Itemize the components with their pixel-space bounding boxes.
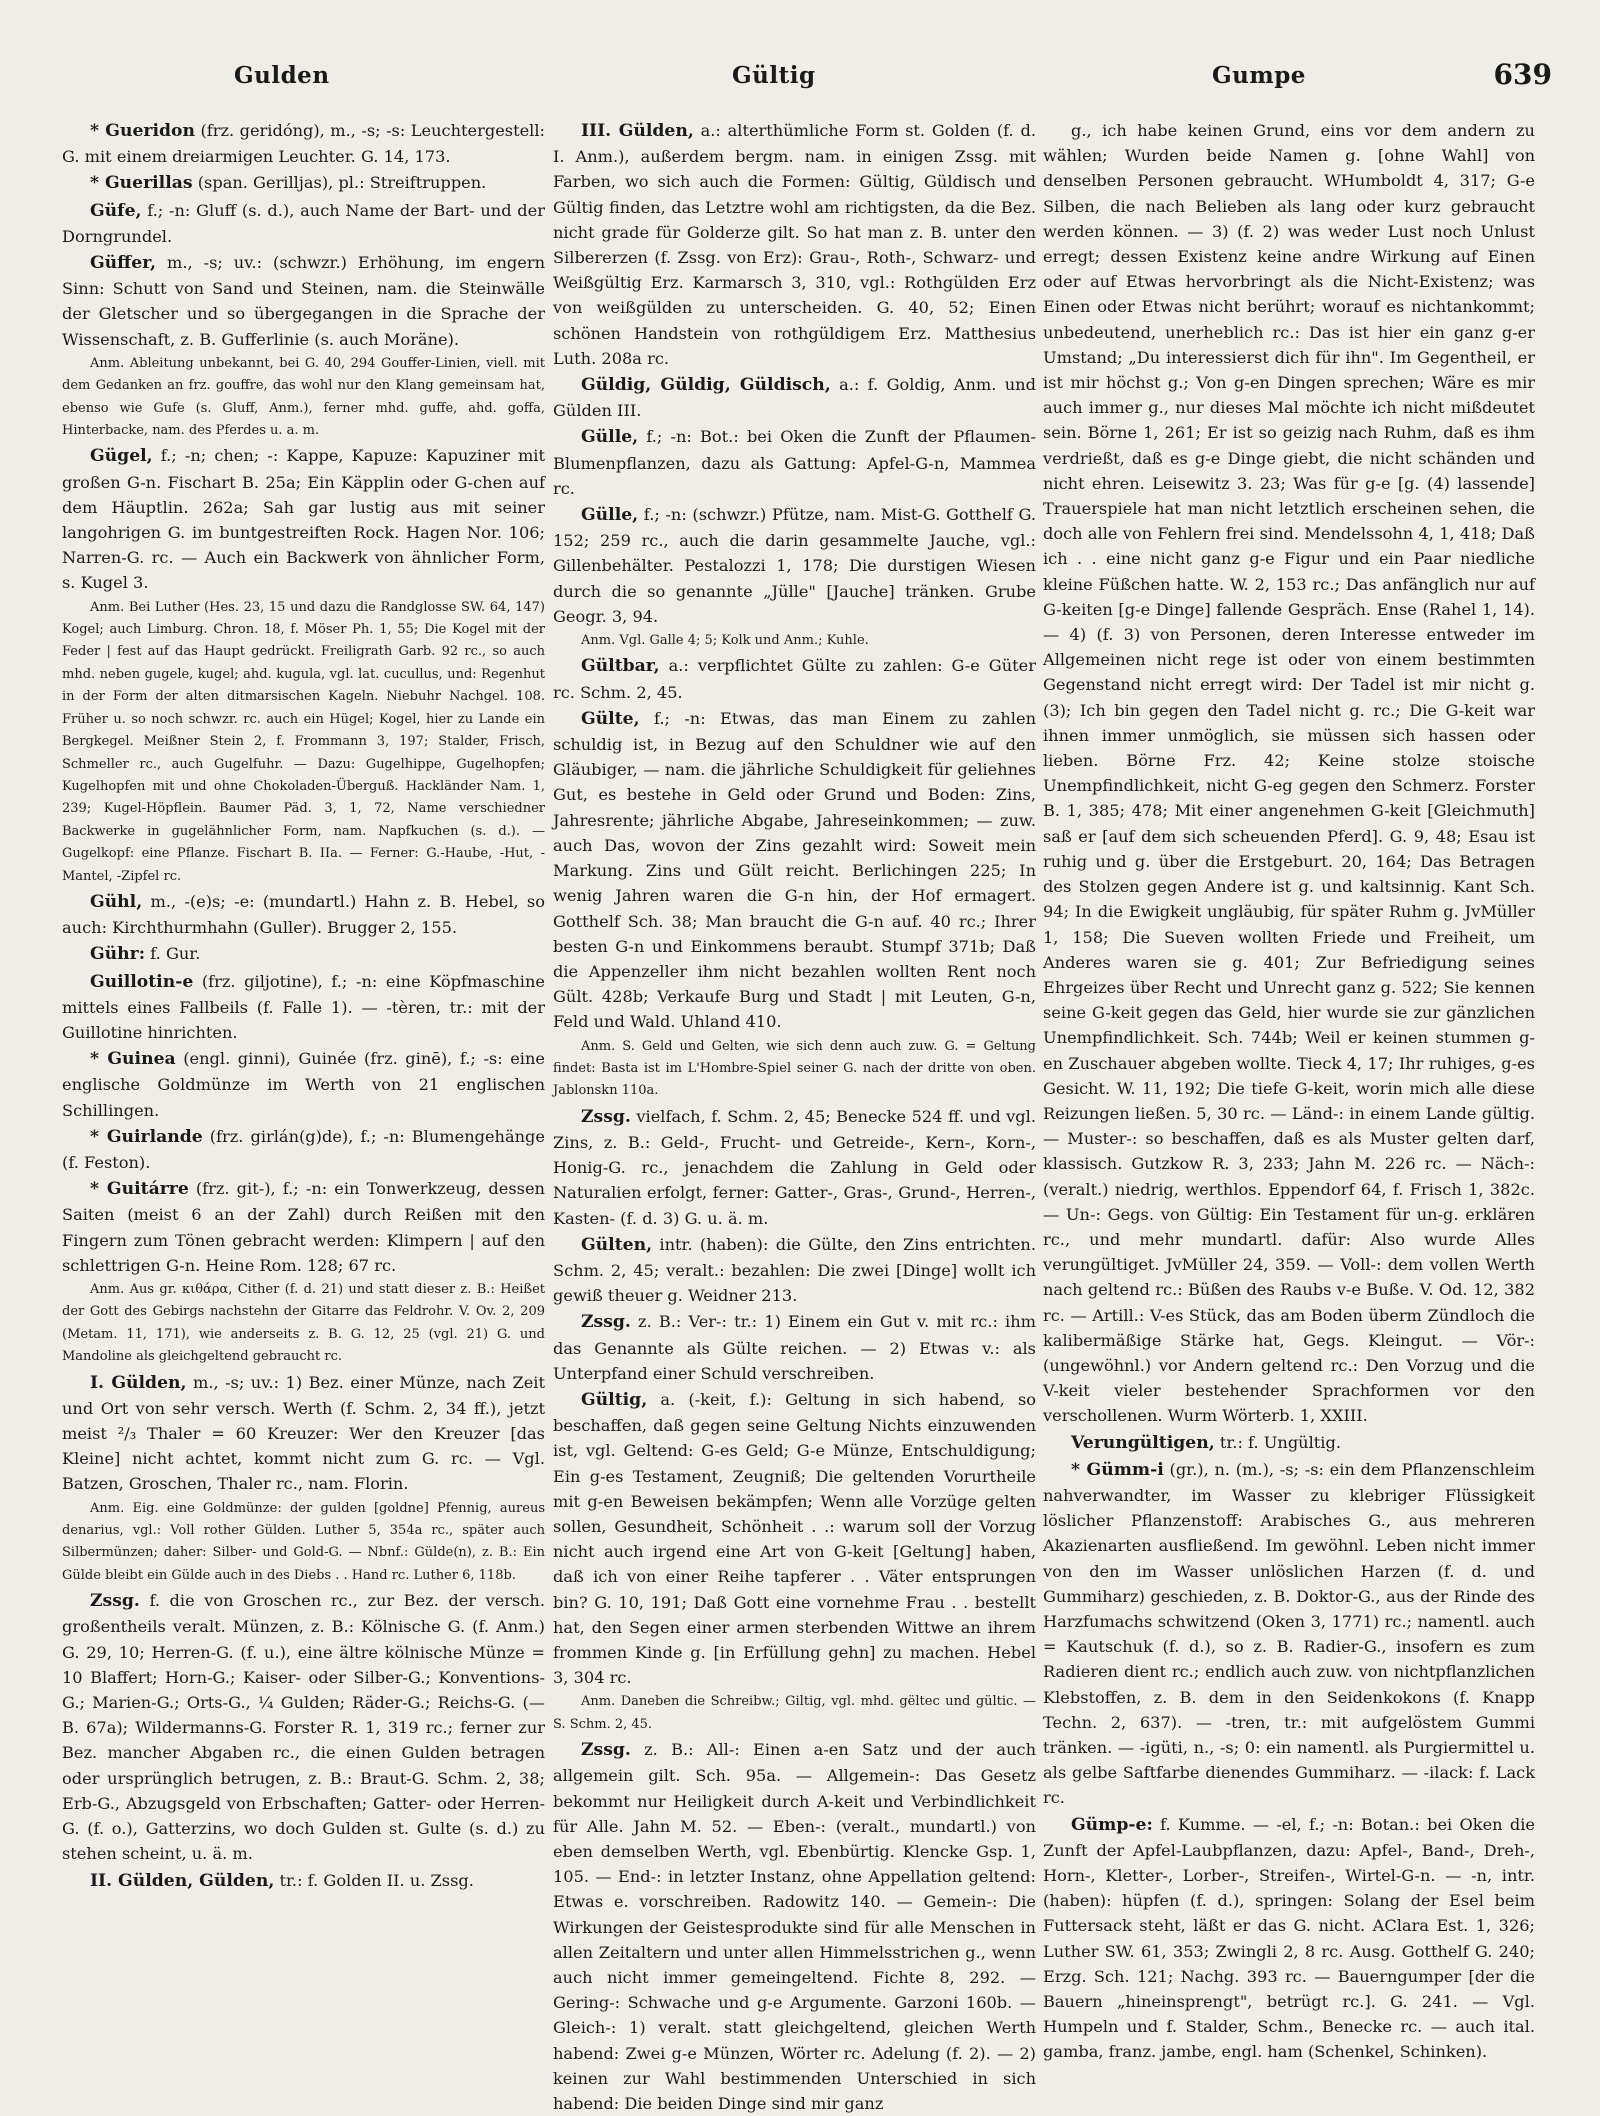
dictionary-entry xyxy=(62,170,545,196)
dictionary-entry xyxy=(1043,1430,1535,1456)
dictionary-entry xyxy=(1043,1812,1535,2065)
entry-lemma: Gügel, xyxy=(90,446,153,467)
dictionary-entry xyxy=(62,1868,545,1894)
entry-text: m., -s; uv.: (schwzr.) Erhöhung, im engern Sinn: Schutt von Sand und Steinen, nam. die Steinwälle der Gletscher und so übergegangen in die Sprache der Wissenschaft, z. B. Gufferlinie (s. auch Moräne). xyxy=(62,253,545,349)
entry-text: Anm. S. Geld und Gelten, wie sich denn auch zuw. G. = Geltung findet: Basta ist im L'Hombre-Spiel seiner G. nach der dritte von oben. Jablonskn 110a. xyxy=(553,1038,1036,1099)
entry-text: Anm. Eig. eine Goldmünze: der gulden [goldne] Pfennig, aureus denarius, vgl.: Voll rother Gülden. Luther 5, 354a rc., später auch Silbermünzen; daher: Silber- und Gold-G. — Nbnf.: Gülde(n), z. B.: Ein Gülde bleibt ein Gülde auch in des Diebs . . Hand rc. Luther 6, 118b. xyxy=(62,1500,545,1583)
entry-lemma: Gümp-e: xyxy=(1071,1814,1153,1835)
entry-text: g., ich habe keinen Grund, eins vor dem andern zu wählen; Wurden beide Namen g. [ohne Wahl] von denselben Personen gebraucht. WHumboldt 4, 317; G-e Silben, die nach Belieben als lang oder kurz gebraucht werden können. — 3) (f. 2) was weder Lust noch Unlust erregt; dessen Existenz keine andre Wirkung auf Einen oder auf Etwas hervorbringt als die Nicht-Existenz; was Einen oder Etwas nicht berührt; worauf es nichtankommt; unbedeutend, unerheblich rc.: Das ist hier ein ganz g-er Umstand; „Du interessierst dich für ihn". Im Gegentheil, er ist mir höchst g.; Von g-en Dingen sprechen; Wäre es mir auch immer g., nur dieses Mal möchte ich nicht mißdeutet sein. Börne 1, 261; Er ist so geizig nach Ruhm, daß es ihm verdrießt, daß es g-e Dinge giebt, die nicht schänden und nicht ehren. Leisewitz 3. 23; Was für g-e [g. (4) lassende] Trauerspiele hat man nicht letztlich erscheinen sehen, die doch alle von Fehlern frei sind. Mendelssohn 4, 1, 418; Daß ich . . eine nicht ganz g-e Figur und ein Paar niedliche kleine Füßchen hatte. W. 2, 153 rc.; Das anfänglich nur auf G-keiten [g-e Dinge] fallende Gespräch. Ense (Rahel 1, 14). — 4) (f. 3) von Personen, deren Interesse entweder im Allgemeinen nicht rege ist oder von einem bestimmten Gegenstand nicht erregt wird: Der Tadel ist mir nicht g. (3); Ich bin gegen den Tadel nicht g. rc.; Die G-keit war ihnen immer unmöglich, sie müssen sich hassen oder lieben. Börne Frz. 42; Keine stolze stoische Unempfindlichkeit, nicht G-eg gegen den Schmerz. Forster B. 1, 385; 478; Mit einer angenehmen G-keit [Gleichmuth] saß er [auf dem sich scheuenden Pferd]. G. 9, 48; Esau ist ruhig und g. über die Erstgeburt. 20, 164; Das Betragen des Stolzen gegen Andere ist g. und kaltsinnig. Kant Sch. 94; In die Ewigkeit ungläubig, für später Ruhm g. JvMüller 1, 158; Die Sueven wollten Friede und Freiheit, um Anderes waren sie g. 401; Zur Befriedigung seines Ehrgeizes über Recht und Unrecht ganz g. 522; Sie kennen seine G-keit gegen das Geld, hier wurde sie zur gänzlichen Unempfindlichkeit. Sch. 744b; Weil er keinen stummen g-en Zuschauer abgeben wollte. Tieck 4, 17; Ihr ruhiges, g-es Gesicht. W. 11, 192; Die tiefe G-keit, worin mich alle diese Reizungen ließen. 5, 30 rc. — Länd-: in einem Lande gültig. — Muster-: so beschaffen, daß es als Muster gelten darf, klassisch. Gutzkow R. 3, 233; Jahn M. 226 rc. — Näch-: (veralt.) niedrig, werthlos. Eppendorf 64, f. Frisch 1, 382c. — Un-: Gegs. von Gültig: Ein Testament für un-g. erklären rc., und mehr mundartl. dafür: Also wurde Alles verungültiget. JvMüller 24, 359. — Voll-: dem vollen Werth nach geltend rc.: Büßen des Raubs v-e Buße. V. Od. 12, 382 rc. — Artill.: V-es Stück, das am Boden überm Zündloch die kalibermäßige Stärke hat, Gegs. Kleingut. — Vör-: (ungewöhnl.) vor Andern geltend rc.: Den Vorzug und die V-keit vieler bestehender Sprachformen vor den verschollenen. Wurm Wörterb. 1, XXIII. xyxy=(1043,121,1535,1426)
entry-lemma: Guillotin-e xyxy=(90,971,194,992)
entry-text: Anm. Aus gr. κιθάρα, Cither (f. d. 21) und statt dieser z. B.: Heißet der Gott des Gebirgs nachstehn der Gitarre das Feldrohr. V. Ov. 2, 209 (Metam. 11, 171), wie anderseits z. B. G. 12, 25 (vgl. 21) G. und Mandoline als gleichgeltend gebraucht rc. xyxy=(62,1282,545,1365)
dictionary-entry xyxy=(553,1737,1036,2116)
entry-text: (frz. geridóng), m., -s; -s: Leuchtergestell: G. mit einem dreiarmigen Leuchter. G. 14, 173. xyxy=(62,121,545,167)
dictionary-entry xyxy=(62,889,545,940)
dictionary-entry xyxy=(62,250,545,352)
entry-lemma: * Guirlande xyxy=(90,1126,203,1147)
entry-lemma: Gülten, xyxy=(581,1234,653,1255)
entry-lemma: Gühl, xyxy=(90,891,143,912)
entry-text: a. (-keit, f.): Geltung in sich habend, so beschaffen, daß gegen seine Geltung Nichts einzuwenden ist, vgl. Geltend: G-es Geld; G-e Münze, Entschuldigung; Ein g-es Testament, Zeugniß; Die geltenden Vorurtheile mit g-en Beweisen bekämpfen; Wenn alle Vorzüge gelten sollen, Gesundheit, Schönheit . .: warum soll der Vorzug nicht auch irgend eine Art von G-keit [Geltung] haben, daß ich von einer Reihe tapferer . . Väter entsprungen bin? G. 10, 191; Daß Gott eine vornehme Frau . . bestellt hat, den Segen einer armen sterbenden Wittwe an ihrem frommen Kinde g. [in Erfüllung gehn] zu machen. Hebel 3, 304 rc. xyxy=(553,1389,1036,1688)
entry-text: f.; -n: Bot.: bei Oken die Zunft der Pflaumen-Blumenpflanzen, dazu als Gattung: Apfel-G-n, Mammea rc. xyxy=(553,427,1036,498)
dictionary-entry xyxy=(1043,118,1535,1429)
dictionary-entry xyxy=(553,1691,1036,1736)
entry-lemma: Verungültigen, xyxy=(1071,1432,1215,1453)
entry-lemma: Gühr: xyxy=(90,944,146,965)
entry-text: (frz. giljotine), f.; -n: eine Köpfmaschine mittels eines Fallbeils (f. Falle 1). — -tèren, tr.: mit der Guillotine hinrichten. xyxy=(62,971,545,1042)
entry-text: Anm. Daneben die Schreibw.; Giltig, vgl. mhd. gëltec und gültic. — S. Schm. 2, 45. xyxy=(553,1694,1036,1732)
dictionary-entry xyxy=(62,1370,545,1497)
entry-lemma: * Guerillas xyxy=(90,173,193,194)
entry-lemma: Gülte, xyxy=(581,708,640,729)
entry-text: tr.: f. Golden II. u. Zssg. xyxy=(279,1870,474,1890)
dictionary-entry xyxy=(553,118,1036,371)
entry-text: f.; -n; chen; -: Kappe, Kapuze: Kapuziner mit großen G-n. Fischart B. 25a; Ein Käpplin oder G-chen auf dem Häuptlin. 262a; Sah gar lustig aus mit seiner langohrigen G. im buntgestreiften Rock. Hagen Nor. 106; Narren-G. rc. — Auch ein Backwerk von ähnlicher Form, s. Kugel 3. xyxy=(62,446,545,593)
text-column-3 xyxy=(1043,118,1535,2062)
entry-lemma: * Gueridon xyxy=(90,121,195,141)
dictionary-entry xyxy=(553,502,1036,629)
entry-lemma: Gültig, xyxy=(581,1389,648,1410)
entry-text: a.: verpflichtet Gülte zu zahlen: G-e Güter rc. Schm. 2, 45. xyxy=(553,656,1036,702)
dictionary-entry xyxy=(62,1279,545,1369)
dictionary-entry xyxy=(62,1588,545,1866)
dictionary-entry xyxy=(1043,1457,1535,1811)
header-center-keyword: Gültig xyxy=(732,62,816,89)
text-column-2 xyxy=(553,118,1037,2114)
dictionary-entry xyxy=(62,198,545,249)
entry-text: tr.: f. Ungültig. xyxy=(1219,1432,1341,1452)
page-number: 639 xyxy=(1493,58,1552,91)
dictionary-entry xyxy=(553,1387,1036,1690)
header-right-keyword: Gumpe xyxy=(1212,62,1306,89)
entry-text: Anm. Bei Luther (Hes. 23, 15 und dazu die Randglosse SW. 64, 147) Kogel; auch Limburg. Chron. 18, f. Möser Ph. 1, 55; Die Kogel mit der Feder | fest auf das Haupt gedrückt. Freiligrath Garb. 92 rc., so auch mhd. neben gugele, kugel; ahd. kugula, vgl. lat. cucullus, und: Regenhut in der Form der alten ditmarsischen Kageln. Niebuhr Nachgel. 108. Früher u. so noch schwzr. rc. auch ein Hügel; Kogel, hier zu Lande ein Bergkegel. Meißner Stein 2, f. Frommann 3, 197; Stalder, Frisch, Schmeller rc., auch Gugelfuhr. — Dazu: Gugelhippe, Gugelhopfen; Kugelhopfen mit und ohne Chokoladen-Überguß. Hackländer Nam. 1, 239; Kugel-Höpflein. Baumer Päd. 3, 1, 72, Name verschiedner Backwerke in gugelähnlicher Form, nam. Napfkuchen (s. d.). — Gugelkopf: eine Pflanze. Fischart B. IIa. — Ferner: G.-Haube, -Hut, -Mantel, -Zipfel rc. xyxy=(62,599,545,884)
dictionary-entry xyxy=(553,706,1036,1035)
dictionary-entry xyxy=(553,372,1036,423)
dictionary-entry xyxy=(62,443,545,595)
dictionary-entry xyxy=(62,1046,545,1123)
entry-lemma: Güldig, Güldig, Güldisch, xyxy=(581,375,831,396)
dictionary-entry xyxy=(62,118,545,169)
entry-lemma: III. Gülden, xyxy=(581,121,694,141)
dictionary-entry xyxy=(62,1176,545,1278)
entry-lemma: * Gümm-i xyxy=(1071,1459,1164,1480)
dictionary-entry xyxy=(62,597,545,888)
entry-text: (engl. ginni), Guinée (frz. ginē), f.; -s: eine englische Goldmünze im Werth von 21 englischen Schillingen. xyxy=(62,1049,545,1120)
entry-text: (gr.), n. (m.), -s; -s: ein dem Pflanzenschleim nahverwandter, im Wasser zu klebriger Flüssigkeit löslicher Pflanzenstoff: Arabisches G., aus mehreren Akazienarten ausfließend. Im gewöhnl. Leben nicht immer von den im Wasser unlöslichen Harzen (f. d. und Gummiharz) geschieden, z. B. Doktor-G., aus der Rinde des Harzfumachs schwitzend (Oken 3, 1771) rc.; namentl. auch = Kautschuk (f. d.), so z. B. Radier-G., insofern es zum Radieren dient rc.; endlich auch zuw. von nichtpflanzlichen Klebstoffen, z. B. dem in den Seidenkokons (f. Knapp Techn. 2, 637). — -tren, tr.: mit aufgelöstem Gummi tränken. — -igüti, n., -s; 0: ein namentl. als Purgiermittel u. als gelbe Saftfarbe dienendes Gummiharz. — -ilack: f. Lack rc. xyxy=(1043,1459,1535,1808)
entry-lemma: Gültbar, xyxy=(581,656,660,677)
entry-lemma: Güfe, xyxy=(90,200,142,221)
dictionary-entry xyxy=(62,941,545,967)
entry-text: Anm. Vgl. Galle 4; 5; Kolk und Anm.; Kuhle. xyxy=(581,633,869,649)
dictionary-entry xyxy=(62,1124,545,1175)
entry-lemma: Güffer, xyxy=(90,253,157,274)
entry-text: (span. Gerilljas), pl.: Streiftruppen. xyxy=(197,173,487,193)
entry-lemma: Gülle, xyxy=(581,505,639,526)
running-header xyxy=(52,58,1552,98)
dictionary-entry xyxy=(553,630,1036,652)
dictionary-entry xyxy=(553,1309,1036,1386)
entry-text: f. Kumme. — -el, f.; -n: Botan.: bei Oken die Zunft der Apfel-Laubpflanzen, dazu: Apfel-, Band-, Dreh-, Horn-, Kletter-, Lorber-, Streifen-, Wirtel-G-n. — -n, intr. (haben): hüpfen (f. d.), springen: Solang der Esel beim Futtersack steht, läßt er das G. nicht. AClara Est. 1, 326; Luther SW. 61, 353; Zwingli 2, 8 rc. Ausg. Gotthelf G. 240; Erzg. Sch. 121; Nachg. 393 rc. — Bauerngumper [der die Bauern „hineinsprengt", betrügt rc.]. G. 241. — Vgl. Humpeln und f. Stalder, Schm., Benecke rc. — auch ital. gamba, franz. jambe, engl. ham (Schenkel, Schinken). xyxy=(1043,1814,1535,2062)
entry-text: (frz. girlán(g)de), f.; -n: Blumengehänge (f. Feston). xyxy=(62,1126,545,1172)
dictionary-entry xyxy=(553,424,1036,501)
entry-text: f.; -n: Gluff (s. d.), auch Name der Bart- und der Dorngrundel. xyxy=(62,200,545,246)
entry-lemma: Zssg. xyxy=(581,1106,631,1127)
entry-text: a.: alterthümliche Form st. Golden (f. d. I. Anm.), außerdem bergm. nam. in einigen Zssg. mit Farben, wo sich auch die Formen: Gültig, Güldisch und Gültig finden, das Letztre wohl am richtigsten, da die Bez. nicht grade für Golderze gilt. So hat man z. B. unter den Silbererzen (f. Zssg. von Erz): Grau-, Roth-, Schwarz- und Weißgültig Erz. Karmarsch 3, 310, vgl.: Rothgülden Erz von weißgülden zu unterscheiden. G. 40, 52; Einen schönen Handstein von rothgüldigem Erz. Matthesius Luth. 208a rc. xyxy=(553,121,1036,368)
entry-lemma: * Guinea xyxy=(90,1049,176,1070)
header-left-keyword: Gulden xyxy=(234,62,330,89)
entry-text: z. B.: All-: Einen a-en Satz und der auch allgemein gilt. Sch. 95a. — Allgemein-: Das Gesetz bekommt nur Heiligkeit durch A-keit und Verbindlichkeit für Alle. Jahn M. 52. — Eben-: (veralt., mundartl.) von eben demselben Werth, vgl. Ebenbürtig. Klencke Gsp. 1, 105. — End-: in letzter Instanz, ohne Appellation geltend: Etwas e. vorschreiben. Radowitz 140. — Gemein-: Die Wirkungen der Geistesprodukte sind für alle Menschen in allen Zeitaltern und unter allen Himmelsstrichen g., wenn auch nicht immer gemeingeltend. Fichte 8, 292. — Gering-: Schwache und g-e Argumente. Garzoni 160b. — Gleich-: 1) veralt. statt gleichgeltend, gleichen Werth habend: Zwei g-e Münzen, Wörter rc. Adelung (f. 2). — 2) keinen zur Wahl bestimmenden Unterschied in sich habend: Die beiden Dinge sind mir ganz xyxy=(553,1740,1036,2114)
entry-text: f.; -n: Etwas, das man Einem zu zahlen schuldig ist, in Bezug auf den Schuldner wie auf den Gläubiger, — nam. die jährliche Schuldigkeit für geliehnes Gut, es bestehe in Geld oder Grund und Boden: Zins, Jahresrente; jährliche Abgabe, Jahreseinkommen; — zuw. auch Das, wovon der Zins gezahlt wird: Soweit mein Markung. Zins und Gült reicht. Berlichingen 225; In wenig Jahren waren die G-n hin, der Hof ermagert. Gotthelf Sch. 38; Man braucht die G-n auf. 40 rc.; Ihrer besten G-n und Einkommens beraubt. Stumpf 371b; Daß die Appenzeller ihm nicht bezahlen wollten Rent noch Gült. 428b; Verkaufe Burg und Stadt | mit Leuten, G-n, Feld und Wald. Uhland 410. xyxy=(553,708,1036,1032)
entry-lemma: Zssg. xyxy=(581,1312,631,1333)
entry-text: a.: f. Goldig, Anm. und Gülden III. xyxy=(553,375,1036,421)
entry-lemma: Gülle, xyxy=(581,427,639,448)
entry-text: m., -(e)s; -e: (mundartl.) Hahn z. B. Hebel, so auch: Kirchthurmhahn (Guller). Brugger 2, 155. xyxy=(62,891,545,938)
dictionary-entry xyxy=(62,1498,545,1588)
entry-text: f. die von Groschen rc., zur Bez. der versch. großentheils veralt. Münzen, z. B.: Kölnische G. (f. Anm.) G. 29, 10; Herren-G. (f. u.), eine ältre kölnische Münze = 10 Blaffert; Horn-G.; Kaiser- oder Silber-G.; Konventions-G.; Marien-G.; Orts-G., ¼ Gulden; Räder-G.; Reichs-G. (— B. 67a); Wildermanns-G. Forster R. 1, 319 rc.; ferner zur Bez. mancher Abgaben rc., die einen Gulden betragen oder ursprünglich betrugen, z. B.: Braut-G. Schm. 2, 38; Erb-G., Abzugsgeld von Erbschaften; Gatter- oder Herren-G. (f. o.), Gatterzins, wo doch Gulden st. Gulte (s. d.) zu stehen scheint, u. ä. m. xyxy=(62,1591,545,1864)
entry-text: f.; -n: (schwzr.) Pfütze, nam. Mist-G. Gotthelf G. 152; 259 rc., auch die darin gesammelte Jauche, vgl.: Gillenbehälter. Pestalozzi 1, 178; Die durstigen Wiesen durch die so genannte „Jülle" [Jauche] tränken. Grube Geogr. 3, 94. xyxy=(553,505,1036,626)
dictionary-entry xyxy=(553,1104,1036,1231)
entry-text: f. Gur. xyxy=(150,944,201,964)
entry-lemma: I. Gülden, xyxy=(90,1372,187,1393)
entry-text: vielfach, f. Schm. 2, 45; Benecke 524 ff. und vgl. Zins, z. B.: Geld-, Frucht- und Getreide-, Kern-, Korn-, Honig-G. rc., jenachdem die Zahlung in Geld oder Naturalien erfolgt, ferner: Gatter-, Gras-, Grund-, Herren-, Kasten- (f. d. 3) G. u. ä. m. xyxy=(553,1106,1036,1228)
entry-text: z. B.: Ver-: tr.: 1) Einem ein Gut v. mit rc.: ihm das Genannte als Gülte reichen. — 2) Etwas v.: als Unterpfand einer Schuld verschreiben. xyxy=(553,1312,1036,1383)
entry-lemma: II. Gülden, Gülden, xyxy=(90,1870,275,1891)
dictionary-entry xyxy=(553,1232,1036,1309)
dictionary-entry xyxy=(62,353,545,443)
dictionary-entry xyxy=(553,653,1036,704)
entry-lemma: Zssg. xyxy=(581,1740,631,1761)
entry-text: Anm. Ableitung unbekannt, bei G. 40, 294 Gouffer-Linien, viell. mit dem Gedanken an frz. gouffre, das wohl nur den Klang gemeinsam hat, ebenso wie Gufe (s. Gluff, Anm.), ferner mhd. guffe, ahd. goffa, Hinterbacke, nam. des Pferdes u. a. m. xyxy=(62,355,545,439)
entry-lemma: * Guitárre xyxy=(90,1179,189,1200)
entry-text: (frz. git-), f.; -n: ein Tonwerkzeug, dessen Saiten (meist 6 an der Zahl) durch Reißen mit den Fingern zum Tönen gebracht werden: Klimpern | auf den schlettrigen G-n. Heine Rom. 128; 67 rc. xyxy=(62,1179,545,1275)
text-column-1 xyxy=(62,118,545,2008)
dictionary-entry xyxy=(62,969,545,1046)
dictionary-entry xyxy=(553,1036,1036,1103)
entry-lemma: Zssg. xyxy=(90,1591,140,1612)
entry-text: m., -s; uv.: 1) Bez. einer Münze, nach Zeit und Ort von sehr versch. Werth (f. Schm. 2, 34 ff.), jetzt meist ²/₃ Thaler = 60 Kreuzer: Wer den Kreuzer [das Kleine] nicht achtet, kommt nicht zum G. rc. — Vgl. Batzen, Groschen, Thaler rc., nam. Florin. xyxy=(62,1372,545,1494)
entry-text: intr. (haben): die Gülte, den Zins entrichten. Schm. 2, 45; veralt.: bezahlen: Die zwei [Dinge] wollt ich gewiß theuer g. Weidner 213. xyxy=(553,1234,1037,1306)
